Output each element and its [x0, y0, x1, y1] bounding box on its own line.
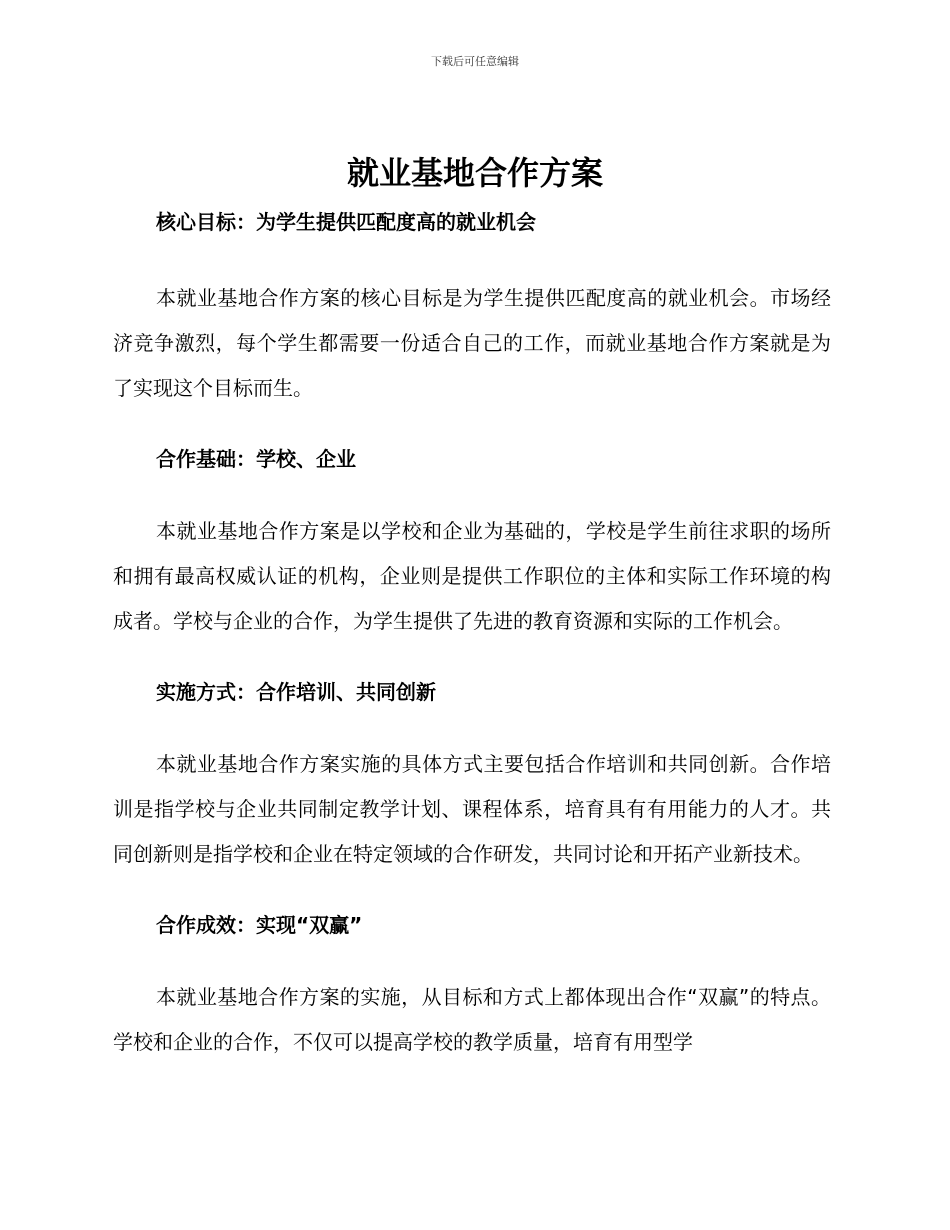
section-core-goal — [113, 206, 831, 411]
section-cooperation-basis — [113, 443, 831, 644]
section-implementation — [113, 676, 831, 877]
section-heading: 核心目标：为学生提供匹配度高的就业机会 — [156, 210, 536, 234]
section-heading: 实施方式：合作培训、共同创新 — [156, 680, 436, 704]
section-paragraph: 本就业基地合作方案是以学校和企业为基础的，学校是学生前往求职的场所和拥有最高权威认证的机构，企业则是提供工作职位的主体和实际工作环境的构成者。学校与企业的合作，为学生提供了先进的教育资源和实际的工作机会。 — [113, 519, 831, 633]
section-heading: 合作成效：实现“双赢” — [156, 913, 363, 937]
page-header-note: 下载后可任意编辑 — [431, 55, 519, 68]
document-body — [113, 206, 831, 1065]
section-paragraph: 本就业基地合作方案的实施，从目标和方式上都体现出合作“双赢”的特点。学校和企业的合作，不仅可以提高学校的教学质量，培育有用型学 — [113, 985, 831, 1054]
document-title: 就业基地合作方案 — [346, 154, 603, 192]
section-results — [113, 909, 831, 1065]
section-paragraph: 本就业基地合作方案实施的具体方式主要包括合作培训和共同创新。合作培训是指学校与企业共同制定教学计划、课程体系，培育具有有用能力的人才。共同创新则是指学校和企业在特定领域的合作研发，共同讨论和开拓产业新技术。 — [113, 752, 831, 866]
section-heading: 合作基础：学校、企业 — [156, 447, 356, 471]
section-paragraph: 本就业基地合作方案的核心目标是为学生提供匹配度高的就业机会。市场经济竞争激烈，每个学生都需要一份适合自己的工作，而就业基地合作方案就是为了实现这个目标而生。 — [113, 286, 831, 400]
